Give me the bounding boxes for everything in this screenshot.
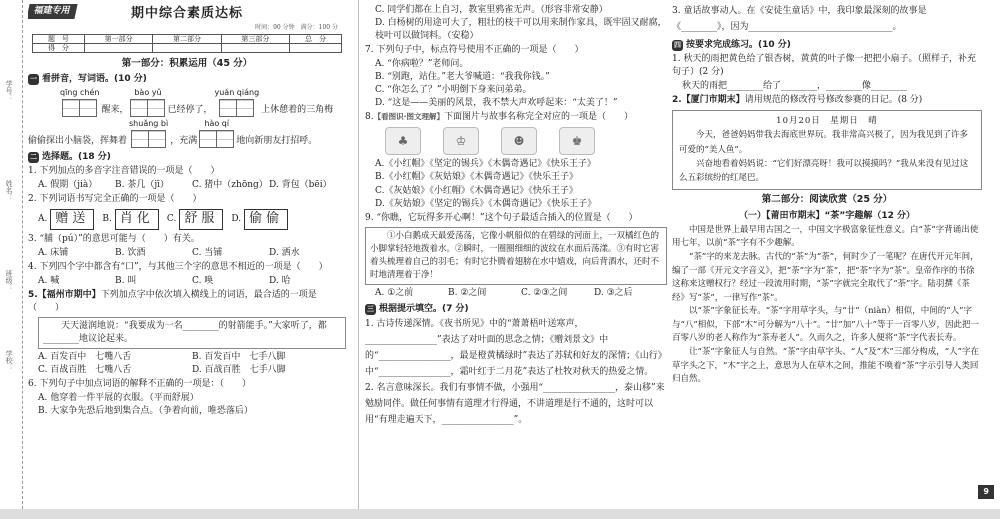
score-input[interactable] bbox=[84, 43, 152, 52]
pinyin: shuǎng bì bbox=[129, 118, 169, 128]
fill-question[interactable]: 1. 古诗传递深情。《夜书所见》中的“萧萧梧叶送寒声，________________”表达了对叶面的思念之情；《赠刘景文》中的“________________，最是橙黄橘绿时”表达了苏轼和好友的深情；《山行》中“________________，霜叶红于二月花”表达了杜牧对秋天的热爱之情。 bbox=[365, 319, 667, 377]
diary-header: 10月20日 星期日 晴 bbox=[776, 115, 878, 126]
option[interactable]: B. “别跑，站住。”老大爷喊道：“我我你钱。” bbox=[375, 72, 550, 83]
option[interactable]: A. 床铺 bbox=[38, 247, 69, 258]
binding-label-class: 班级： bbox=[5, 270, 14, 291]
pinyin: qīng chén bbox=[60, 88, 100, 98]
story-picture-icon: ♔ bbox=[443, 127, 479, 155]
section-number: 三 bbox=[367, 305, 374, 314]
question-stem: 2. 下列词语书写完全正确的一项是（ ） bbox=[28, 193, 202, 204]
option[interactable]: C. 百战百胜 七嘴八舌 bbox=[38, 365, 132, 376]
option[interactable] bbox=[38, 209, 94, 230]
fill-text: 地向新朋友打招呼。 bbox=[236, 135, 318, 146]
story-picture-icon: ♣ bbox=[385, 127, 421, 155]
region-tag: 福建专用 bbox=[28, 4, 78, 19]
score-input[interactable] bbox=[221, 43, 289, 52]
option[interactable]: D.《灰姑娘》《坚定的锡兵》《木偶奇遇记》《快乐王子》 bbox=[375, 198, 597, 209]
option[interactable]: A. 假期（jià） bbox=[38, 179, 98, 190]
section-title: 选择题。(18 分) bbox=[42, 151, 111, 162]
section-title: 根据提示填空。(7 分) bbox=[379, 304, 469, 315]
fill-question[interactable]: 2. 名言意味深长。我们有事情不做，小强用“________________，泰山移”来勉励同伴。做任何事情有道理才行得通，不讲道理是行不通的，这时可以用“有理走遍天下，________________”。 bbox=[365, 383, 665, 425]
question-stem: 9. “你瞧，它玩得多开心啊！”这个句子最适合插入的位置是（ ） bbox=[365, 212, 638, 223]
article-paragraph: “茶”字的来龙去脉。古代的“茶”为“荼”，何时少了一笔呢？在唐代开元年间，编了一部《开元文字音义》，把“荼”字为“茶”，把“荼”字为“茶”。皇帝作序的书徐这称来这赠权行？经过一段流用时期，“茶”字就完全取代了“荼”字。陆羽撰《茶经》写“茶”，一律写作“茶”。 bbox=[672, 251, 979, 303]
option[interactable]: D. 背包（bēi） bbox=[269, 179, 332, 190]
word-options bbox=[38, 209, 346, 230]
option[interactable]: C. 当铺 bbox=[192, 247, 223, 258]
diary-paragraph: 兴奋地看着妈妈说：“它们好漂亮呀！我可以摸摸吗？”我从来没有见过这么五彩缤纷的红尾巴。 bbox=[679, 159, 969, 184]
word-box: 偷偷 bbox=[244, 209, 288, 230]
option[interactable] bbox=[102, 209, 159, 230]
question-tag: 【看图识·图文理解】 bbox=[373, 112, 444, 122]
fill-question[interactable]: 秋天的雨把________给了________，________像________ bbox=[682, 80, 908, 91]
question-tag: 2.【厦门市期末】 bbox=[672, 94, 745, 105]
passage-box: ①小白鹅成天最爱荡荡，它像小帆船似的在碧绿的河面上，一双橘红色的小脚掌轻轻地拨着水。②瞬时，一圈圈细细的波纹在水面后荡漾。③有时它害着头梳理着自己的羽毛；有时它扑腾着翅膀在水中嬉戏，向后背酒水，还时不时地清理着于净！ bbox=[365, 227, 667, 286]
write-boxes[interactable] bbox=[219, 99, 254, 117]
pinyin-row bbox=[28, 87, 346, 117]
score-cell: 题 号 bbox=[33, 34, 85, 43]
option[interactable]: B. 叫 bbox=[115, 275, 137, 286]
pinyin-row bbox=[28, 118, 346, 148]
section-number: 四 bbox=[674, 40, 681, 49]
write-boxes[interactable] bbox=[131, 130, 166, 148]
score-cell: 第三部分 bbox=[221, 34, 289, 43]
question-text: 请用规范的修改符号修改参赛的日记。(8 分) bbox=[744, 94, 923, 105]
fill-text: 已经停了， bbox=[167, 104, 213, 115]
option[interactable]: A. “你病啦？”老师问。 bbox=[375, 59, 469, 70]
question-stem: 7. 下列句子中，标点符号使用不正确的一项是（ ） bbox=[365, 45, 584, 56]
options bbox=[375, 287, 667, 300]
pinyin: hào qí bbox=[204, 118, 230, 128]
options bbox=[365, 58, 667, 110]
article-paragraph: 中国是世界上最早用古国之一，中国文字极富象征性意义。白“茶”字背诵出使用七年，以前“茶”字有不少趣解。 bbox=[672, 224, 979, 249]
question-stem bbox=[365, 111, 667, 124]
story-pictures bbox=[385, 127, 667, 155]
section-number: 二 bbox=[30, 152, 37, 161]
section-header bbox=[672, 39, 982, 52]
quote-box: 天天滋润地说：“我要成为一名________的射箭能手。”大家听了，都________地议论起来。 bbox=[38, 317, 346, 349]
option[interactable]: C. 猪中（zhōng） bbox=[192, 179, 268, 190]
option[interactable]: D. ③之后 bbox=[594, 288, 633, 299]
option[interactable]: C. “你怎么了？”小明倒下身来问弟弟。 bbox=[375, 85, 532, 96]
option[interactable]: A. 百发百中 七嘴八舌 bbox=[38, 351, 132, 362]
part2-title: 第二部分：阅读欣赏（25 分） bbox=[761, 193, 893, 205]
option[interactable]: D. 洒水 bbox=[269, 247, 300, 258]
section-header bbox=[365, 303, 667, 316]
option-letter: A. bbox=[38, 213, 48, 224]
part1-title: 第一部分：积累运用（45 分） bbox=[121, 57, 253, 69]
options bbox=[38, 275, 346, 288]
article-paragraph: 让“茶”字象征人与自然。“茶”字由草字头、“人”及“木”三部分构成，“人”字在草字头之下，“木”字之上，意思为人在草木之间，推能不唤着“茶”字示引导人类回归自然。 bbox=[672, 347, 979, 385]
options bbox=[365, 4, 667, 43]
bottom-strip bbox=[0, 509, 1000, 519]
option[interactable]: D. 哈 bbox=[269, 275, 291, 286]
column-middle bbox=[358, 0, 667, 519]
options bbox=[38, 351, 346, 377]
score-cell: 第一部分 bbox=[84, 34, 152, 43]
option[interactable] bbox=[231, 209, 288, 230]
column-right bbox=[672, 0, 982, 519]
option[interactable]: B. 百发百中 七手八脚 bbox=[192, 351, 286, 362]
binding-strip bbox=[0, 0, 23, 519]
options bbox=[38, 179, 346, 192]
question-stem: 1. 秋天的雨把黄色给了银杏树，黄黄的叶子像一把把小扇子。（照样子，补充句子）(2 分) bbox=[672, 53, 976, 77]
section-number: 一 bbox=[30, 75, 37, 84]
binding-label-school: 学校： bbox=[5, 350, 14, 371]
exam-title: 期中综合素质达标 bbox=[130, 6, 243, 22]
option[interactable]: C.《灰姑娘》《小红帽》《木偶奇遇记》《快乐王子》 bbox=[375, 185, 578, 196]
option-letter: D. bbox=[231, 213, 242, 224]
write-boxes[interactable] bbox=[199, 130, 234, 148]
option[interactable]: B. 茶几（jī） bbox=[115, 179, 170, 190]
reading-article bbox=[672, 224, 982, 387]
options bbox=[365, 158, 667, 210]
option[interactable]: A.《小红帽》《坚定的锡兵》《木偶奇遇记》《快乐王子》 bbox=[375, 159, 596, 170]
option[interactable] bbox=[167, 209, 223, 230]
option[interactable]: A. 他穿着一件平展的衣服。（平而舒展） bbox=[38, 393, 199, 404]
fill-text: ，充满 bbox=[170, 135, 198, 146]
section-title: 看拼音，写词语。(10 分) bbox=[42, 74, 147, 85]
pinyin: yuán qiáng bbox=[214, 88, 260, 98]
question-stem: 6. 下列句子中加点词语的解释不正确的一项是：（ ） bbox=[28, 379, 251, 390]
word-box: 肖化 bbox=[115, 209, 159, 230]
question-stem: 1. 下列加点的多音字注音错误的一项是（ ） bbox=[28, 165, 220, 176]
option[interactable]: D. 白杨树的用途可大了，粗壮的枝干可以用来制作家具，既牢固又耐腐，枝叶可以做饲料。（安稳） bbox=[375, 18, 667, 42]
score-cell: 总 分 bbox=[290, 34, 342, 43]
diary-paragraph: 今天，爸爸妈妈带我去海底世界玩。我非常高兴极了，因为我见到了许多可爱的“美人鱼”。 bbox=[679, 130, 969, 155]
question-text: 下列加点字中依次填入横线上的词语，最合适的一项是（ ） bbox=[28, 289, 317, 313]
write-boxes[interactable] bbox=[130, 99, 165, 117]
option-letter: C. bbox=[166, 213, 177, 224]
question-number: 8. bbox=[365, 112, 374, 123]
binding-label-id: 学号： bbox=[5, 80, 14, 101]
option[interactable]: B. ②之间 bbox=[448, 288, 487, 299]
write-boxes[interactable] bbox=[62, 99, 97, 117]
fill-text: 偷偷探出小脑袋，挥舞着 bbox=[28, 135, 128, 146]
section-header bbox=[28, 151, 346, 164]
option-letter: B. bbox=[102, 213, 112, 224]
article-paragraph: 以“茶”字象征长寿。“茶”字用草字头，与“廿”（niàn）相似，中间的“人”字与“八”相似，下部“木”可分解为“八十”。“廿”加“八十”等于一百零八岁，因此把一百零八岁的老人称作为“茶寿老人”。久而久之，许多人便将“茶”字代表长寿。 bbox=[672, 306, 979, 344]
section-title: 按要求完成练习。(10 分) bbox=[686, 39, 791, 50]
story-picture-icon: ☻ bbox=[501, 127, 537, 155]
reading-title: （一）【莆田市期末】“茶”字趣解（12 分） bbox=[739, 210, 915, 221]
fill-text: 醒来， bbox=[101, 104, 129, 115]
diary-box[interactable] bbox=[672, 110, 982, 190]
question-stem: 4. 下列四个字中都含有“口”，与其他三个字的意思不相近的一项是（ ） bbox=[28, 261, 328, 272]
score-input[interactable] bbox=[290, 43, 342, 52]
option[interactable]: B. 大家争先恐后地到集合点。（争着向前，唯恐落后） bbox=[38, 406, 253, 417]
pinyin: bào yǔ bbox=[134, 88, 162, 98]
fill-text: 上休憩着的三角梅 bbox=[261, 104, 334, 115]
option[interactable]: A. ①之前 bbox=[375, 288, 414, 299]
question-stem bbox=[672, 94, 982, 107]
option[interactable]: C. ②③之间 bbox=[521, 288, 568, 299]
story-picture-icon: ♚ bbox=[559, 127, 595, 155]
option[interactable]: D. 百战百胜 七手八脚 bbox=[192, 365, 286, 376]
options bbox=[38, 247, 346, 260]
option[interactable]: C. 同学们都在上自习，教室里鸦雀无声。（形容非常安静） bbox=[375, 5, 608, 15]
question-stem: 3. “脯（pú）”的意思可能与（ ）有关。 bbox=[28, 233, 200, 244]
question-stem bbox=[28, 289, 346, 315]
score-cell: 得 分 bbox=[33, 43, 85, 52]
score-table bbox=[32, 34, 342, 53]
option[interactable]: D. “这是——美丽的风景，我不禁大声欢呼起来：“太美了！” bbox=[375, 98, 618, 109]
fill-question[interactable]: 3. 童话故事动人。在《安徒生童话》中，我印象最深刻的故事是《________》，因为________________________________。 bbox=[672, 6, 927, 32]
section-header bbox=[28, 73, 346, 86]
option[interactable]: B. 饮酒 bbox=[115, 247, 146, 258]
column-left bbox=[28, 0, 346, 519]
option[interactable]: B.《小红帽》《灰姑娘》《木偶奇遇记》《快乐王子》 bbox=[375, 172, 578, 183]
exam-meta: 时间：90 分钟 满分：100 分 bbox=[255, 23, 338, 31]
options bbox=[28, 392, 346, 418]
option[interactable]: A. 喊 bbox=[38, 275, 60, 286]
word-box: 舒服 bbox=[179, 209, 223, 230]
option[interactable]: C. 唤 bbox=[192, 275, 214, 286]
page-number: 9 bbox=[978, 485, 994, 499]
binding-label-name: 姓名： bbox=[5, 180, 14, 201]
score-cell: 第二部分 bbox=[153, 34, 221, 43]
question-text: 下面图片与故事名称完全对应的一项是（ ） bbox=[443, 112, 633, 123]
word-box: 赠送 bbox=[50, 209, 94, 230]
score-input[interactable] bbox=[153, 43, 221, 52]
question-tag: 5.【福州市期中】 bbox=[28, 289, 101, 300]
